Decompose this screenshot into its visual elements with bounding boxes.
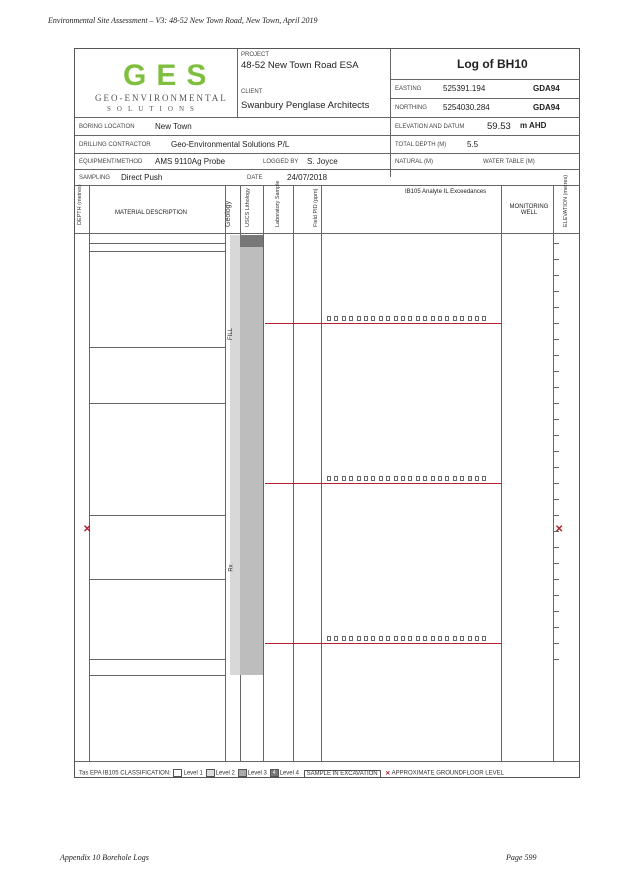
- analyte-level-box: [453, 636, 457, 641]
- column-divider: [225, 185, 226, 761]
- analyte-level-box: [460, 636, 464, 641]
- project-label: PROJECT: [241, 52, 270, 58]
- geology-strip: [230, 235, 240, 675]
- layer-boundary: [89, 659, 225, 660]
- analyte-level-box: [416, 476, 420, 481]
- boring-location-label: BORING LOCATION: [79, 124, 135, 130]
- depth-column-header: DEPTH (metres): [77, 184, 83, 225]
- layer-boundary: [89, 251, 225, 252]
- analyte-level-box: [401, 476, 405, 481]
- analyte-level-box: [431, 636, 435, 641]
- elevation-mark: [553, 451, 559, 452]
- level1-swatch: [173, 769, 182, 777]
- northing-datum: GDA94: [533, 103, 560, 112]
- analyte-level-box: [445, 316, 449, 321]
- analyte-level-box: [379, 476, 383, 481]
- elevation-mark: [553, 515, 559, 516]
- legend-level2: Level 2: [215, 770, 235, 777]
- easting-label: EASTING: [395, 86, 422, 92]
- elevation-mark: [553, 307, 559, 308]
- page-footer-right: [506, 853, 536, 862]
- analyte-level-box: [342, 476, 346, 481]
- elevation-mark: [553, 563, 559, 564]
- elevation-mark: [553, 323, 559, 324]
- analyte-level-box: [371, 476, 375, 481]
- page-number: Page 599: [506, 853, 537, 862]
- analyte-level-box: [482, 476, 486, 481]
- analyte-level-box: [445, 636, 449, 641]
- elevation-mark: [553, 499, 559, 500]
- layer-boundary: [89, 347, 225, 348]
- elevation-unit: m AHD: [520, 121, 547, 130]
- elevation-mark: [553, 579, 559, 580]
- uscs-strip: [240, 235, 263, 675]
- drilling-contractor: Geo-Environmental Solutions P/L: [171, 140, 290, 149]
- easting-datum: GDA94: [533, 84, 560, 93]
- northing-label: NORTHING: [395, 105, 427, 111]
- analyte-level-box: [438, 316, 442, 321]
- legend-level3: Level 3: [247, 770, 267, 777]
- lab-column-header: Laboratory Sample: [275, 180, 281, 227]
- elevation-mark: [553, 339, 559, 340]
- analyte-level-box: [357, 476, 361, 481]
- level4-swatch: 4: [270, 769, 279, 777]
- analyte-level-box: [416, 636, 420, 641]
- equipment: AMS 9110Ag Probe: [155, 157, 226, 166]
- level2-swatch: [206, 769, 215, 777]
- logo-line-1: GEO-ENVIRONMENTAL: [95, 93, 228, 103]
- water-table-label: WATER TABLE (M): [483, 159, 535, 165]
- legend-level4: Level 4: [279, 770, 299, 777]
- column-divider: [321, 185, 322, 761]
- elevation-mark: [553, 435, 559, 436]
- analyte-level-box: [468, 476, 472, 481]
- layer-boundary: [89, 675, 225, 676]
- sample-line: [265, 643, 501, 644]
- sample-line: [265, 483, 501, 484]
- analyte-level-box: [394, 316, 398, 321]
- layer-boundary: [89, 579, 225, 580]
- layer-boundary: [89, 403, 225, 404]
- uscs-column-header: USCS Lithology: [245, 188, 251, 227]
- sampling-method: Direct Push: [121, 173, 163, 182]
- elevation-mark: [553, 467, 559, 468]
- analyte-level-box: [468, 636, 472, 641]
- analyte-level-box: [453, 316, 457, 321]
- sampling-label: SAMPLING: [79, 175, 111, 181]
- logo-mark: GES: [123, 59, 217, 92]
- analyte-level-box: [431, 476, 435, 481]
- log-title-label: Log of: [457, 57, 494, 71]
- client-name: Swanbury Penglase Architects: [241, 100, 370, 111]
- analyte-level-box: [423, 636, 427, 641]
- analyte-level-box: [386, 636, 390, 641]
- date-value: 24/07/2018: [287, 173, 328, 182]
- elevation-mark: [553, 611, 559, 612]
- analyte-column-header: IB105 Analyte IL Exceedances: [405, 189, 487, 195]
- analyte-level-box: [408, 476, 412, 481]
- analyte-level-box: [482, 316, 486, 321]
- analyte-level-box: [460, 316, 464, 321]
- elevation-mark: [553, 419, 559, 420]
- material-column-header: MATERIAL DESCRIPTION: [115, 210, 188, 216]
- pid-column-header: Field PID (ppm): [313, 188, 319, 227]
- column-divider: [553, 185, 554, 761]
- sample-line: [265, 323, 501, 324]
- elevation-mark: [553, 627, 559, 628]
- elevation-mark: [553, 355, 559, 356]
- analyte-level-box: [371, 636, 375, 641]
- analyte-level-box: [401, 316, 405, 321]
- analyte-level-box: [408, 636, 412, 641]
- page-header: Environmental Site Assessment – V3: 48-52 New Town Road, New Town, April 2019: [48, 16, 318, 25]
- borehole-log-sheet: [74, 48, 580, 778]
- natural-label: NATURAL (M): [395, 159, 433, 165]
- elevation-value: 59.53: [487, 121, 511, 132]
- elevation-mark: [553, 243, 559, 244]
- elevation-mark: [553, 275, 559, 276]
- analyte-level-box: [394, 636, 398, 641]
- elevation-mark: [553, 595, 559, 596]
- project-name: 48-52 New Town Road ESA: [241, 60, 359, 71]
- log-title: [457, 57, 528, 71]
- column-divider: [263, 185, 264, 761]
- elevation-mark: [553, 403, 559, 404]
- analyte-level-box: [431, 316, 435, 321]
- total-depth-label: TOTAL DEPTH (M): [395, 142, 447, 148]
- logged-label: LOGGED BY: [263, 159, 299, 165]
- analyte-level-box: [379, 636, 383, 641]
- analyte-level-box: [386, 476, 390, 481]
- analyte-level-box: [445, 476, 449, 481]
- analyte-level-box: [394, 476, 398, 481]
- column-divider: [293, 185, 294, 761]
- date-label: DATE: [247, 175, 263, 181]
- analyte-level-box: [475, 636, 479, 641]
- analyte-level-box: [423, 476, 427, 481]
- analyte-level-box: [349, 316, 353, 321]
- drilling-label: DRILLING CONTRACTOR: [79, 142, 151, 148]
- legend-groundfloor: APPROXIMATE GROUNDFLOOR LEVEL: [391, 770, 504, 777]
- logo-line-2: SOLUTIONS: [107, 105, 200, 113]
- analyte-level-box: [468, 316, 472, 321]
- analyte-level-box: [453, 476, 457, 481]
- analyte-level-box: [342, 636, 346, 641]
- analyte-level-box: [416, 316, 420, 321]
- logged-by: S. Joyce: [307, 157, 338, 166]
- layer-boundary: [89, 243, 225, 244]
- asphalt-fill: [240, 235, 263, 247]
- analyte-level-box: [438, 636, 442, 641]
- analyte-level-box: [423, 316, 427, 321]
- elevation-mark: [553, 371, 559, 372]
- analyte-level-box: [379, 316, 383, 321]
- elevation-mark: [553, 547, 559, 548]
- legend: [79, 769, 504, 777]
- analyte-level-box: [475, 476, 479, 481]
- analyte-level-box: [364, 636, 368, 641]
- client-label: CLIENT: [241, 89, 263, 95]
- monitoring-column-header: MONITORING WELL: [509, 204, 549, 216]
- analyte-level-box: [334, 636, 338, 641]
- elevation-mark: [553, 291, 559, 292]
- analyte-level-box: [482, 636, 486, 641]
- column-divider: [501, 185, 502, 761]
- elevation-mark: [553, 643, 559, 644]
- analyte-level-box: [408, 316, 412, 321]
- geology-fill-label: FILL: [228, 327, 235, 341]
- analyte-level-box: [371, 316, 375, 321]
- analyte-level-box: [327, 636, 331, 641]
- elevation-mark: [553, 659, 559, 660]
- easting-value: 525391.194: [443, 84, 486, 93]
- ges-logo: [85, 53, 235, 115]
- page-footer-left: Appendix 10 Borehole Logs: [60, 853, 149, 862]
- elevation-mark: [553, 387, 559, 388]
- analyte-level-box: [475, 316, 479, 321]
- analyte-level-box: [334, 476, 338, 481]
- analyte-level-box: [386, 316, 390, 321]
- elevation-column-header: ELEVATION (metres): [563, 174, 569, 227]
- analyte-level-box: [364, 316, 368, 321]
- analyte-level-box: [349, 636, 353, 641]
- analyte-level-box: [364, 476, 368, 481]
- analyte-level-box: [349, 476, 353, 481]
- analyte-level-box: [327, 476, 331, 481]
- geology-column-header: Geology: [225, 200, 232, 227]
- groundfloor-cross-icon: ✕: [83, 524, 92, 535]
- legend-label: Tas EPA IB105 CLASSIFICATION:: [79, 770, 171, 777]
- analyte-level-box: [357, 316, 361, 321]
- equipment-label: EQUIPMENT/METHOD: [79, 159, 143, 165]
- analyte-level-box: [357, 636, 361, 641]
- northing-value: 5254030.284: [443, 103, 490, 112]
- geology-rx-label: Rx: [228, 564, 235, 572]
- boring-location: New Town: [155, 122, 192, 131]
- elevation-mark: [553, 483, 559, 484]
- analyte-level-box: [401, 636, 405, 641]
- analyte-level-box: [327, 316, 331, 321]
- level3-swatch: [238, 769, 247, 777]
- analyte-level-box: [438, 476, 442, 481]
- elevation-label: ELEVATION AND DATUM: [395, 124, 465, 130]
- groundfloor-cross-icon: ✕: [385, 770, 391, 777]
- layer-boundary: [89, 515, 225, 516]
- total-depth: 5.5: [467, 140, 479, 149]
- elevation-mark: [553, 259, 559, 260]
- groundfloor-cross-icon: ✕: [555, 524, 564, 535]
- analyte-level-box: [334, 316, 338, 321]
- analyte-level-box: [342, 316, 346, 321]
- borehole-id: BH10: [497, 57, 528, 71]
- legend-sample: SAMPLE IN EXCAVATION: [304, 770, 381, 778]
- legend-level1: Level 1: [183, 770, 203, 777]
- analyte-level-box: [460, 476, 464, 481]
